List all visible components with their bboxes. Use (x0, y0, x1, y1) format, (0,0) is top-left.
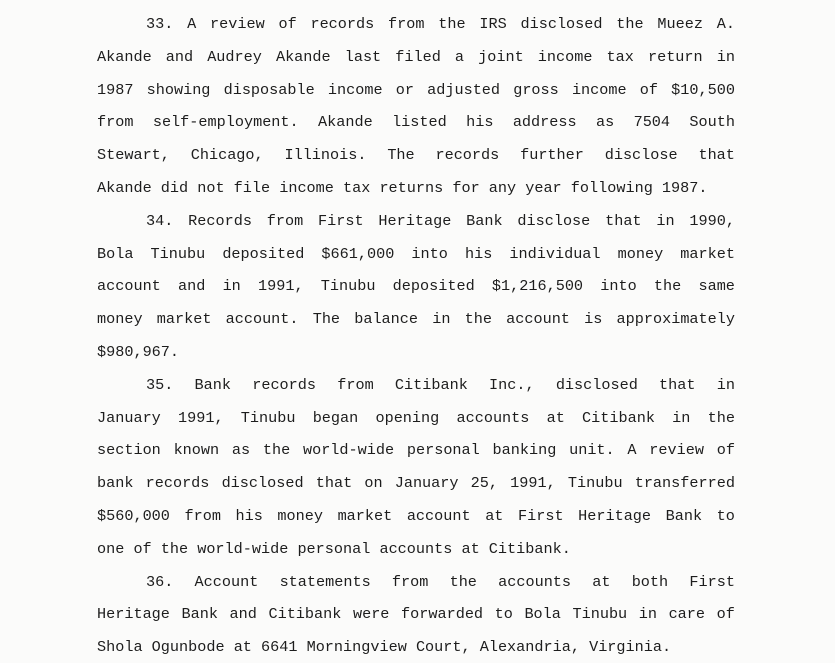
paragraph-36-line: Shola Ogunbode at 6641 Morningview Court, Alexandria, Virginia. (97, 638, 672, 657)
paragraph-number: 34. (146, 211, 174, 230)
paragraph-33-line: Akande did not file income tax returns for any year following 1987. (97, 179, 708, 197)
paragraph-33-line: Akande and Audrey Akande last filed a joint income tax return in (97, 47, 735, 66)
paragraph-35-line: one of the world-wide personal accounts at Citibank. (97, 539, 571, 558)
paragraph-number: 36. (146, 572, 174, 591)
paragraph-36-line: Heritage Bank and Citibank were forwarded to Bola Tinubu in care of (97, 605, 735, 624)
paragraph-33-line: 1987 showing disposable income or adjusted gross income of $10,500 (97, 80, 735, 99)
paragraph-34-line: 34. Records from First Heritage Bank disclose that in 1990, (146, 211, 735, 230)
paragraph-35-line: bank records disclosed that on January 25, 1991, Tinubu transferred (97, 474, 735, 493)
paragraph-34-line: money market account. The balance in the account is approximately (97, 310, 735, 329)
paragraph-35-line: section known as the world-wide personal banking unit. A review of (97, 441, 735, 460)
paragraph-number: 33. (146, 15, 174, 33)
paragraph-34-line: $980,967. (97, 343, 180, 361)
paragraph-35-line: $560,000 from his money market account at First Heritage Bank to (97, 507, 735, 525)
paragraph-35-line: 35. Bank records from Citibank Inc., disclosed that in (146, 375, 735, 394)
paragraph-35-line: January 1991, Tinubu began opening accounts at Citibank in the (97, 408, 735, 427)
paragraph-34-line: Bola Tinubu deposited $661,000 into his individual money market (97, 244, 735, 263)
paragraph-number: 35. (146, 375, 174, 394)
paragraph-33-line: Stewart, Chicago, Illinois. The records further disclose that (97, 146, 735, 165)
paragraph-36-line: 36. Account statements from the accounts at both First (146, 572, 735, 591)
paragraph-33-line: 33. A review of records from the IRS disclosed the Mueez A. (146, 15, 735, 33)
paragraph-33-line: from self-employment. Akande listed his address as 7504 South (97, 113, 735, 132)
paragraph-34-line: account and in 1991, Tinubu deposited $1,216,500 into the same (97, 277, 735, 296)
